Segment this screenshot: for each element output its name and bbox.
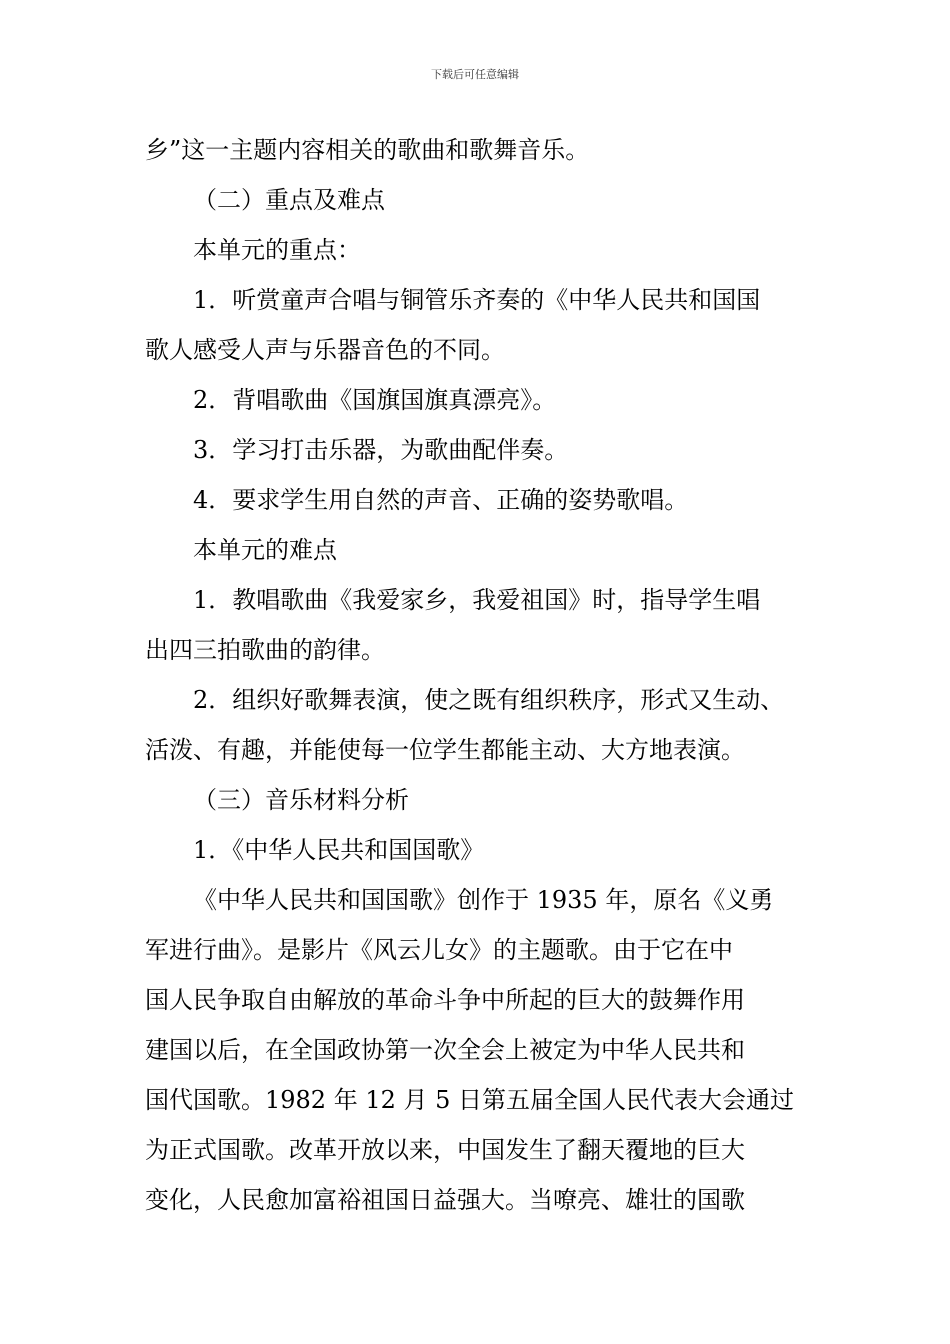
page-header: 下载后可任意编辑 [431,68,519,81]
list-item-continuation: 出四三拍歌曲的韵律。 [145,636,385,664]
section-heading: （三）音乐材料分析 [193,786,409,814]
paragraph-line: 国代国歌。1982 年 12 月 5 日第五届全国人民代表大会通过 [145,1086,795,1114]
list-item: 1．《中华人民共和国国歌》 [193,836,485,864]
list-item: 1．听赏童声合唱与铜管乐齐奏的《中华人民共和国国 [193,286,761,314]
list-item: 1．教唱歌曲《我爱家乡，我爱祖国》时，指导学生唱 [193,586,761,614]
subheading: 本单元的重点： [193,236,361,264]
list-item: 2．背唱歌曲《国旗国旗真漂亮》。 [193,386,557,414]
list-item: 4．要求学生用自然的声音、正确的姿势歌唱。 [193,486,689,514]
list-item-continuation: 活泼、有趣，并能使每一位学生都能主动、大方地表演。 [145,736,745,764]
paragraph-line: 《中华人民共和国国歌》创作于 1935 年，原名《义勇 [193,886,774,914]
list-item: 2．组织好歌舞表演，使之既有组织秩序，形式又生动、 [193,686,785,714]
section-heading: （二）重点及难点 [193,186,385,214]
paragraph-line: 变化，人民愈加富裕祖国日益强大。当嘹亮、雄壮的国歌 [145,1186,745,1214]
paragraph-line: 军进行曲》。是影片《风云儿女》的主题歌。由于它在中 [145,936,733,964]
paragraph-line: 乡”这一主题内容相关的歌曲和歌舞音乐。 [145,136,590,164]
list-item: 3．学习打击乐器，为歌曲配伴奏。 [193,436,569,464]
paragraph-line: 为正式国歌。改革开放以来，中国发生了翻天覆地的巨大 [145,1136,745,1164]
paragraph-line: 国人民争取自由解放的革命斗争中所起的巨大的鼓舞作用 [145,986,745,1014]
paragraph-line: 建国以后，在全国政协第一次全会上被定为中华人民共和 [145,1036,745,1064]
subheading: 本单元的难点 [193,536,337,564]
list-item-continuation: 歌人感受人声与乐器音色的不同。 [145,336,505,364]
